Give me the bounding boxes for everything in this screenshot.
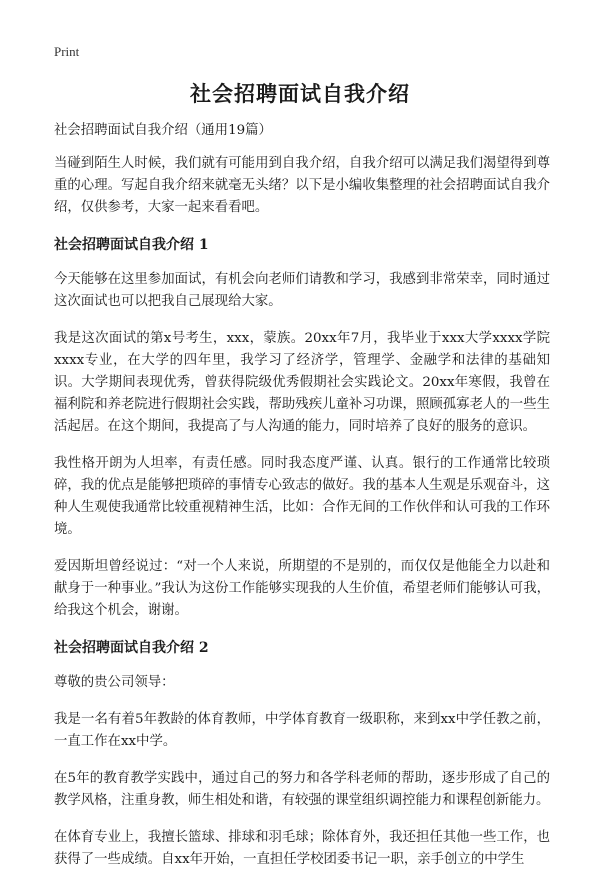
section-1-paragraph-1: 今天能够在这里参加面试，有机会向老师们请教和学习，我感到非常荣幸，同时通过这次面试也可以把我自己展现给大家。 [54,272,550,309]
document-body [54,120,550,886]
section-2-paragraph-3: 在5年的教育教学实践中，通过自己的努力和各学科老师的帮助，逐步形成了自己的教学风格，注重身教，师生相处和谐，有较强的课堂组织调控能力和课程创新能力。 [54,771,550,808]
print-link[interactable]: Print [54,44,80,59]
page-title: 社会招聘面试自我介绍 [190,81,410,106]
section-1-paragraph-3: 我性格开朗为人坦率，有责任感。同时我态度严谨、认真。银行的工作通常比较琐碎，我的优点是能够把琐碎的事情专心致志的做好。我的基本人生观是乐观奋斗，这种人生观使我通常比较重视精神生活，比如：合作无间的工作伙伴和认可我的工作环境。 [54,456,550,537]
section-heading-1: 社会招聘面试自我介绍 1 [54,237,209,253]
intro-paragraph: 当碰到陌生人时候，我们就有可能用到自我介绍，自我介绍可以满足我们渴望得到尊重的心理。写起自我介绍来就毫无头绪？以下是小编收集整理的社会招聘面试自我介绍，仅供参考，大家一起来看看吧。 [54,156,550,215]
section-2-paragraph-4: 在体育专业上，我擅长篮球、排球和羽毛球；除体育外，我还担任其他一些工作，也获得了一些成绩。自xx年开始，一直担任学校团委书记一职，亲手创立的中学生 [54,830,550,867]
section-heading-2: 社会招聘面试自我介绍 2 [54,640,209,656]
section-1-paragraph-2: 我是这次面试的第x号考生，xxx，蒙族。20xx年7月，我毕业于xxx大学xxxx学院xxxx专业，在大学的四年里，我学习了经济学，管理学、金融学和法律的基础知识。大学期间表现优秀，曾获得院级优秀假期社会实践论文。20xx年寒假，我曾在福利院和养老院进行假期社会实践，帮助残疾儿童补习功课，照顾孤寡老人的一些生活起居。在这个期间，我提高了与人沟通的能力，同时培养了良好的服务的意识。 [54,331,550,434]
section-2-paragraph-2: 我是一名有着5年教龄的体育教师，中学体育教育一级职称，来到xx中学任教之前，一直工作在xx中学。 [54,712,550,749]
document-subtitle: 社会招聘面试自我介绍（通用19篇） [54,123,272,138]
section-1-paragraph-4: 爱因斯坦曾经说过：“对一个人来说，所期望的不是别的，而仅仅是他能全力以赴和献身于一种事业。”我认为这份工作能够实现我的人生价值，希望老师们能够认可我，给我这个机会，谢谢。 [54,559,550,618]
section-2-paragraph-1: 尊敬的贵公司领导： [54,675,175,690]
